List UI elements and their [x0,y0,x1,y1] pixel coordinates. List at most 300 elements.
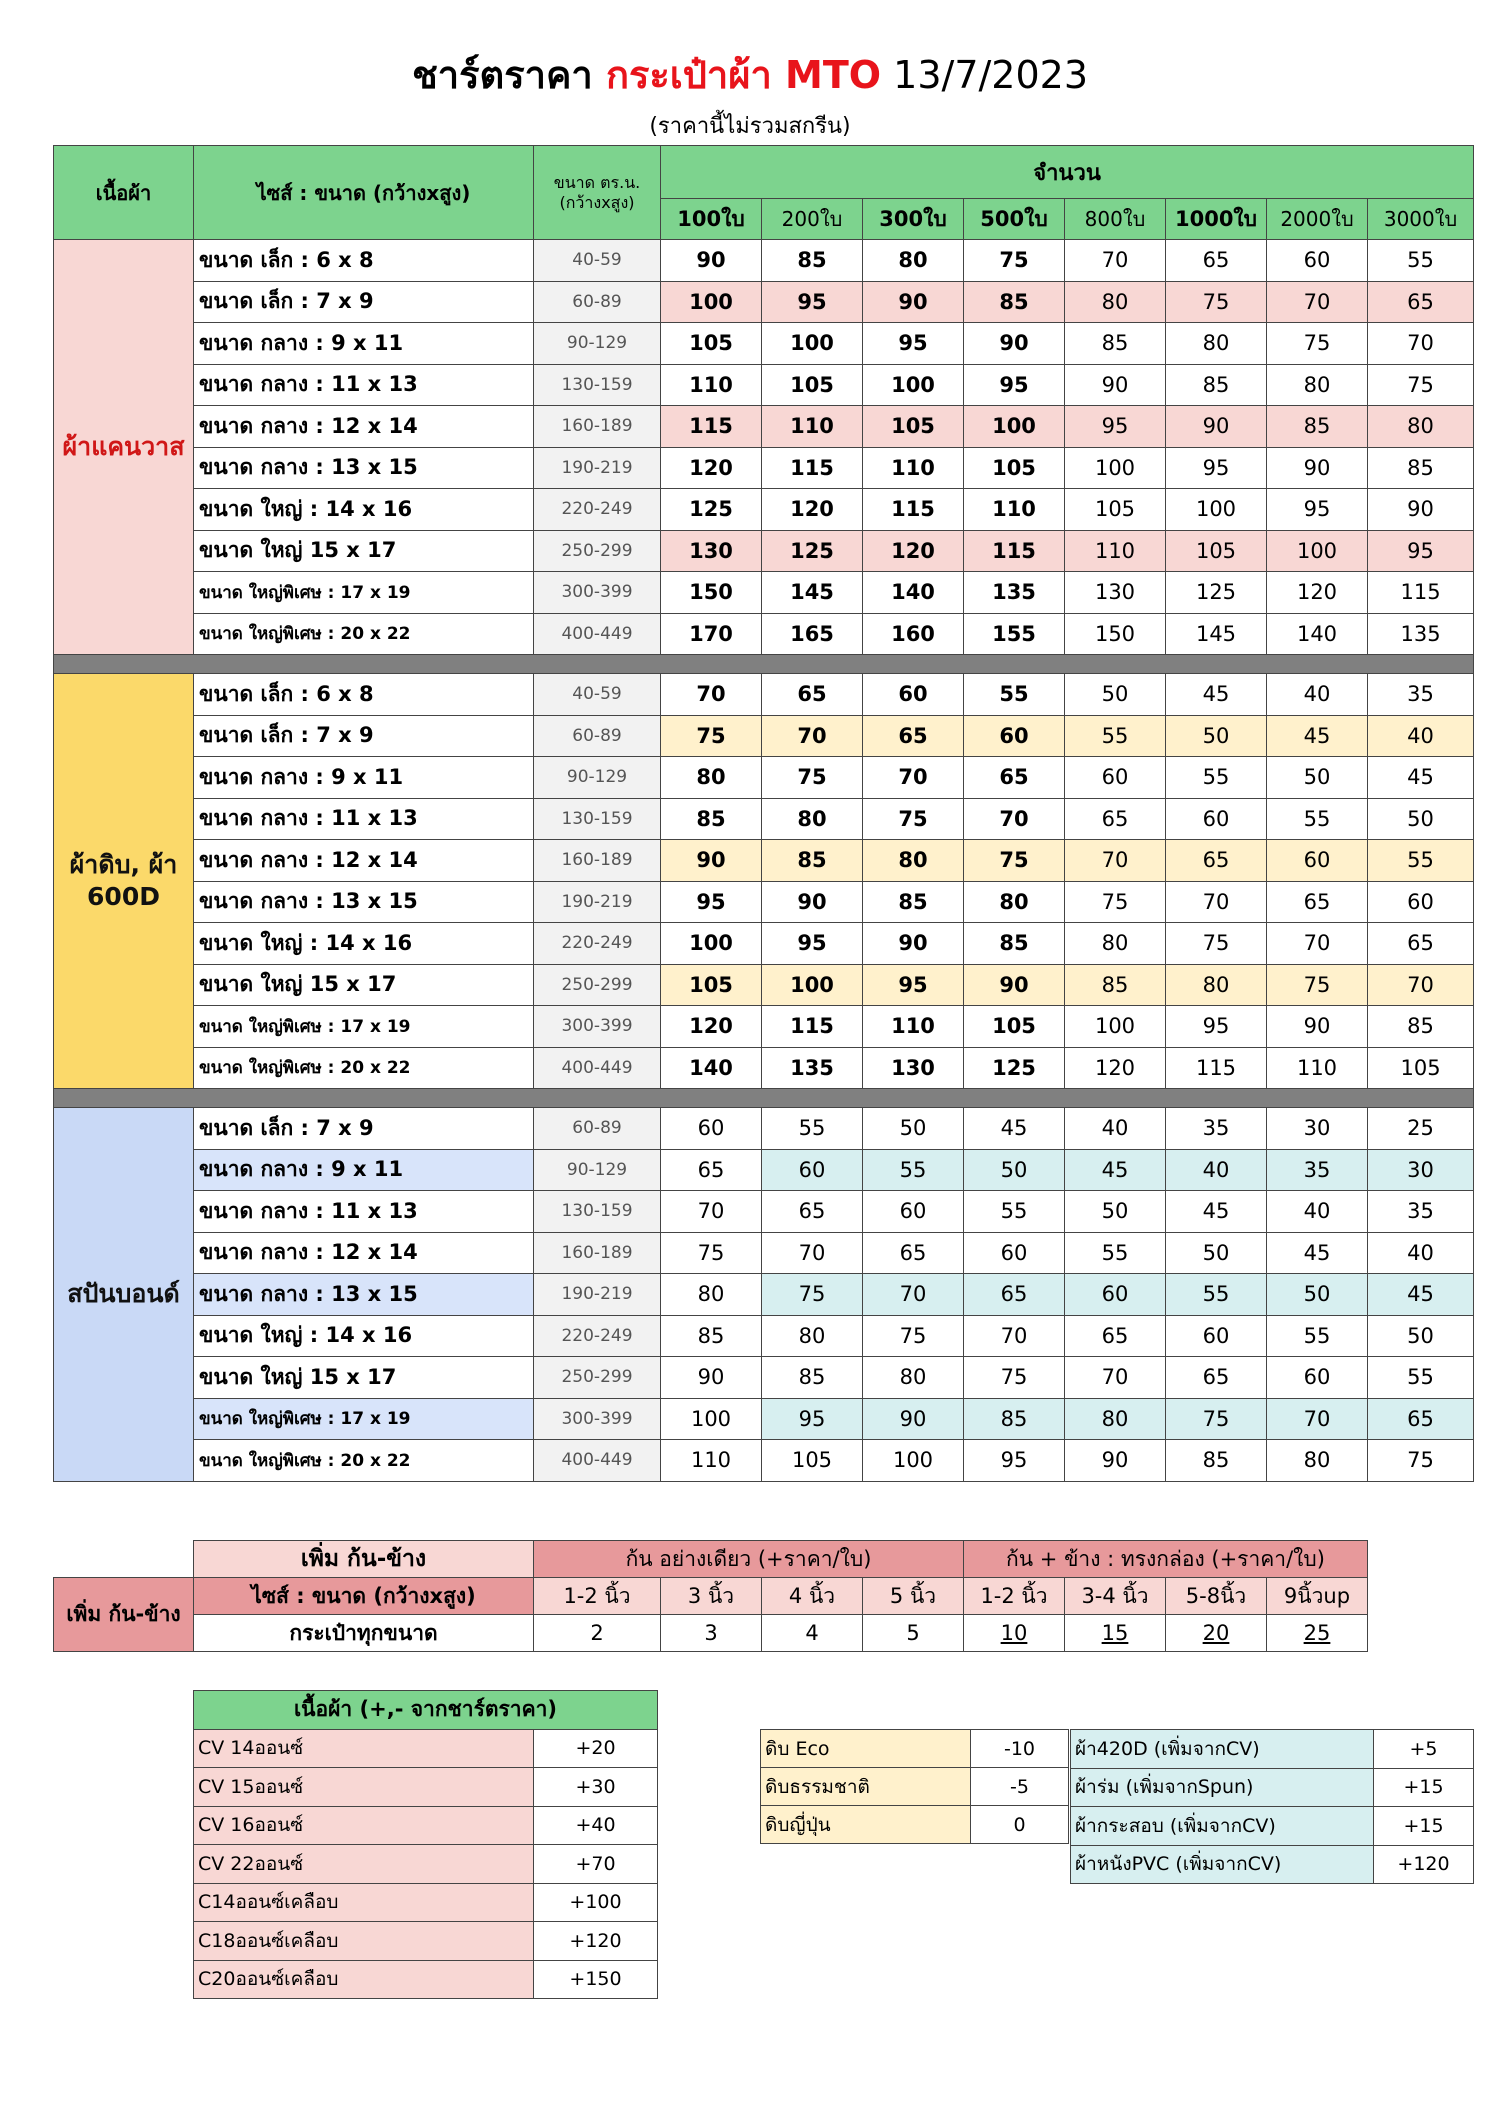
price-cell: 95 [762,1398,863,1440]
adjust-value: +40 [534,1806,658,1845]
price-cell: 90 [964,323,1065,365]
price-cell: 75 [1065,881,1166,923]
area-range: 300-399 [534,1006,661,1048]
price-cell: 55 [1368,240,1474,282]
price-cell: 60 [661,1108,762,1150]
price-cell: 80 [863,240,964,282]
size-label: ขนาด กลาง : 11 x 13 [194,364,534,406]
gusset-table [53,1540,1368,1652]
extra-adjust-row [1071,1730,1474,1769]
adjust-value: +120 [1374,1845,1474,1884]
price-cell: 60 [863,1191,964,1233]
size-label: ขนาด ใหญ่ 15 x 17 [194,1357,534,1399]
price-cell: 50 [1166,715,1267,757]
area-range: 90-129 [534,323,661,365]
adjust-name: CV 15ออนซ์ [194,1768,534,1807]
price-cell: 55 [863,1149,964,1191]
price-cell: 110 [1065,530,1166,572]
price-cell: 70 [964,1315,1065,1357]
price-row [54,323,1474,365]
gusset-col-header: 3-4 นิ้ว [1065,1578,1166,1615]
price-cell: 125 [762,530,863,572]
price-cell: 135 [762,1047,863,1089]
fabric-adjust-row [194,1883,658,1922]
price-row [54,1006,1474,1048]
gusset-value-text: 20 [1202,1621,1230,1645]
price-cell: 135 [1368,613,1474,655]
price-cell: 65 [1166,240,1267,282]
price-cell: 65 [964,757,1065,799]
size-label: ขนาด ใหญ่พิเศษ : 17 x 19 [194,1006,534,1048]
price-cell: 60 [964,715,1065,757]
price-cell: 80 [762,798,863,840]
price-cell: 80 [1065,281,1166,323]
price-row [54,923,1474,965]
size-label: ขนาด เล็ก : 7 x 9 [194,1108,534,1150]
price-cell: 45 [1065,1149,1166,1191]
price-cell: 115 [762,447,863,489]
header-quantity: จำนวน [661,146,1474,199]
adjust-name: ผ้าร่ม (เพิ่มจากSpun) [1071,1768,1374,1807]
price-row [54,881,1474,923]
gusset-col-header: 1-2 นิ้ว [534,1578,661,1615]
price-cell: 90 [1166,406,1267,448]
price-cell: 85 [964,923,1065,965]
price-row [54,1398,1474,1440]
price-cell: 70 [863,757,964,799]
price-cell: 120 [863,530,964,572]
price-cell: 130 [1065,572,1166,614]
gusset-value-text: 10 [1000,1621,1028,1645]
adjust-name: C20ออนซ์เคลือบ [194,1960,534,1999]
price-cell: 105 [661,964,762,1006]
price-cell: 100 [863,364,964,406]
price-cell: 65 [1166,840,1267,882]
price-cell: 105 [1368,1047,1474,1089]
price-cell: 25 [1368,1108,1474,1150]
price-cell: 90 [863,923,964,965]
price-cell: 75 [1368,364,1474,406]
price-cell: 55 [1267,798,1368,840]
price-cell: 85 [762,840,863,882]
price-cell: 115 [1166,1047,1267,1089]
price-cell: 75 [863,1315,964,1357]
fabric-adjust-title: เนื้อผ้า (+,- จากชาร์ตราคา) [194,1691,658,1730]
price-cell: 60 [1065,1274,1166,1316]
adjust-name: CV 16ออนซ์ [194,1806,534,1845]
price-row [54,674,1474,716]
gusset-blank [54,1541,194,1578]
price-cell: 135 [964,572,1065,614]
price-cell: 85 [1065,323,1166,365]
area-range: 190-219 [534,447,661,489]
price-cell: 70 [1065,240,1166,282]
size-label: ขนาด ใหญ่ : 14 x 16 [194,923,534,965]
size-label: ขนาด เล็ก : 7 x 9 [194,715,534,757]
extra-adjust-row [1071,1845,1474,1884]
price-cell: 65 [964,1274,1065,1316]
price-cell: 75 [762,1274,863,1316]
price-cell: 140 [1267,613,1368,655]
price-cell: 120 [661,1006,762,1048]
header-size: ไซส์ : ขนาด (กว้างxสูง) [194,146,534,240]
price-cell: 80 [1368,406,1474,448]
price-cell: 110 [661,364,762,406]
price-cell: 40 [1166,1149,1267,1191]
price-cell: 45 [1166,1191,1267,1233]
price-cell: 80 [1267,1440,1368,1482]
area-range: 160-189 [534,406,661,448]
price-cell: 80 [1065,1398,1166,1440]
area-range: 400-449 [534,1440,661,1482]
price-cell: 130 [661,530,762,572]
price-cell: 70 [1166,881,1267,923]
gusset-col-header: 5 นิ้ว [863,1578,964,1615]
price-cell: 65 [863,715,964,757]
fabric-adjust-row [194,1768,658,1807]
price-cell: 60 [1368,881,1474,923]
price-cell: 70 [661,674,762,716]
price-cell: 45 [1267,715,1368,757]
price-cell: 150 [661,572,762,614]
price-cell: 85 [964,281,1065,323]
header-fabric: เนื้อผ้า [54,146,194,240]
gusset-col-header: 4 นิ้ว [762,1578,863,1615]
price-cell: 145 [1166,613,1267,655]
price-cell: 95 [1267,489,1368,531]
adjust-value: +5 [1374,1730,1474,1769]
area-range: 40-59 [534,240,661,282]
price-cell: 75 [1368,1440,1474,1482]
price-row [54,530,1474,572]
price-cell: 70 [1368,323,1474,365]
area-range: 60-89 [534,1108,661,1150]
page-title [0,44,1500,105]
price-row [54,1274,1474,1316]
price-cell: 95 [1368,530,1474,572]
raw-adjust-row [761,1730,1069,1768]
extra-adjust-row [1071,1768,1474,1807]
price-cell: 115 [863,489,964,531]
title-part1: ชาร์ตราคา [411,53,606,97]
size-label: ขนาด กลาง : 11 x 13 [194,798,534,840]
raw-adjust-table [760,1729,1069,1844]
price-row [54,364,1474,406]
size-label: ขนาด กลาง : 9 x 11 [194,1149,534,1191]
price-row [54,840,1474,882]
price-cell: 115 [964,530,1065,572]
price-cell: 65 [1166,1357,1267,1399]
price-row [54,757,1474,799]
price-cell: 55 [1065,715,1166,757]
price-cell: 65 [661,1149,762,1191]
size-label: ขนาด กลาง : 11 x 13 [194,1191,534,1233]
adjust-value: -10 [971,1730,1069,1768]
area-range: 250-299 [534,964,661,1006]
area-range: 400-449 [534,613,661,655]
price-cell: 70 [964,798,1065,840]
price-cell: 75 [964,240,1065,282]
price-cell: 80 [661,1274,762,1316]
size-label: ขนาด ใหญ่พิเศษ : 20 x 22 [194,1047,534,1089]
area-range: 300-399 [534,572,661,614]
size-label: ขนาด ใหญ่พิเศษ : 17 x 19 [194,572,534,614]
size-label: ขนาด กลาง : 13 x 15 [194,447,534,489]
price-cell: 100 [1065,1006,1166,1048]
price-cell: 55 [762,1108,863,1150]
size-label: ขนาด ใหญ่ : 14 x 16 [194,1315,534,1357]
price-cell: 55 [1368,1357,1474,1399]
gusset-bottom-side-header: ก้น + ข้าง : ทรงกล่อง (+ราคา/ใบ) [964,1541,1368,1578]
area-range: 160-189 [534,1232,661,1274]
price-cell: 85 [661,798,762,840]
size-label: ขนาด กลาง : 12 x 14 [194,406,534,448]
header-qty: 2000ใบ [1267,199,1368,240]
price-cell: 75 [661,1232,762,1274]
area-range: 40-59 [534,674,661,716]
price-cell: 85 [1267,406,1368,448]
adjust-value: +15 [1374,1768,1474,1807]
size-label: ขนาด กลาง : 12 x 14 [194,840,534,882]
gusset-value: 3 [661,1615,762,1652]
header-qty: 200ใบ [762,199,863,240]
header-qty: 500ใบ [964,199,1065,240]
price-cell: 95 [863,323,964,365]
price-cell: 60 [1267,840,1368,882]
price-cell: 110 [964,489,1065,531]
area-range: 160-189 [534,840,661,882]
price-cell: 160 [863,613,964,655]
price-table [53,145,1474,1482]
price-row [54,1108,1474,1150]
adjust-name: ดิบ Eco [761,1730,971,1768]
extra-adjust-row [1071,1807,1474,1846]
price-cell: 65 [863,1232,964,1274]
price-cell: 75 [1166,281,1267,323]
price-cell: 40 [1267,1191,1368,1233]
fabric-adjust-row [194,1960,658,1999]
price-cell: 60 [863,674,964,716]
area-range: 130-159 [534,1191,661,1233]
price-cell: 75 [964,1357,1065,1399]
price-cell: 50 [1065,674,1166,716]
price-cell: 55 [1065,1232,1166,1274]
price-cell: 75 [1166,923,1267,965]
price-cell: 60 [1267,240,1368,282]
price-cell: 75 [762,757,863,799]
adjust-name: C18ออนซ์เคลือบ [194,1922,534,1961]
price-cell: 115 [661,406,762,448]
price-cell: 65 [1368,923,1474,965]
price-cell: 105 [863,406,964,448]
price-cell: 105 [762,1440,863,1482]
price-cell: 85 [762,240,863,282]
price-cell: 65 [762,674,863,716]
section-separator [54,1089,1474,1108]
gusset-size-label: ไซส์ : ขนาด (กว้างxสูง) [194,1578,534,1615]
price-cell: 95 [964,364,1065,406]
gusset-col-header: 3 นิ้ว [661,1578,762,1615]
price-cell: 60 [1267,1357,1368,1399]
price-cell: 50 [964,1149,1065,1191]
price-cell: 90 [661,240,762,282]
price-cell: 55 [1368,840,1474,882]
adjust-value: +20 [534,1729,658,1768]
category-label: ผ้าแคนวาส [54,240,194,655]
price-cell: 70 [1065,1357,1166,1399]
price-cell: 40 [1065,1108,1166,1150]
price-cell: 100 [964,406,1065,448]
adjust-value: +120 [534,1922,658,1961]
price-cell: 95 [964,1440,1065,1482]
area-range: 190-219 [534,1274,661,1316]
fabric-adjust-row [194,1922,658,1961]
price-cell: 80 [1166,323,1267,365]
price-cell: 95 [762,281,863,323]
price-cell: 100 [1267,530,1368,572]
price-cell: 100 [1065,447,1166,489]
price-cell: 70 [762,1232,863,1274]
price-row [54,1357,1474,1399]
price-cell: 35 [1166,1108,1267,1150]
price-cell: 100 [661,1398,762,1440]
fabric-adjust-row [194,1806,658,1845]
header-area-text: ขนาด ตร.น. (กว้างxสูง) [553,172,641,212]
area-range: 90-129 [534,757,661,799]
price-cell: 100 [762,323,863,365]
title-part2: กระเป๋าผ้า MTO [605,53,882,97]
header-qty: 800ใบ [1065,199,1166,240]
adjust-value: +100 [534,1883,658,1922]
area-range: 250-299 [534,530,661,572]
price-cell: 130 [863,1047,964,1089]
price-cell: 90 [1267,447,1368,489]
price-cell: 60 [964,1232,1065,1274]
price-cell: 65 [1065,1315,1166,1357]
price-row [54,1191,1474,1233]
price-cell: 120 [661,447,762,489]
price-row [54,798,1474,840]
price-cell: 90 [964,964,1065,1006]
price-row [54,1047,1474,1089]
price-cell: 105 [1166,530,1267,572]
price-cell: 30 [1368,1149,1474,1191]
gusset-col-header: 9นิ้วup [1267,1578,1368,1615]
price-cell: 95 [762,923,863,965]
price-cell: 90 [762,881,863,923]
fabric-adjust-table [193,1690,658,1999]
price-cell: 85 [1166,364,1267,406]
adjust-name: ดิบธรรมชาติ [761,1768,971,1806]
size-label: ขนาด ใหญ่พิเศษ : 20 x 22 [194,1440,534,1482]
price-cell: 75 [1267,964,1368,1006]
price-cell: 145 [762,572,863,614]
price-cell: 50 [1368,798,1474,840]
price-cell: 165 [762,613,863,655]
header-qty: 1000ใบ [1166,199,1267,240]
area-range: 130-159 [534,798,661,840]
price-cell: 65 [1267,881,1368,923]
price-cell: 170 [661,613,762,655]
price-cell: 70 [863,1274,964,1316]
price-cell: 50 [1267,1274,1368,1316]
price-cell: 45 [1368,757,1474,799]
price-cell: 80 [964,881,1065,923]
price-cell: 100 [762,964,863,1006]
price-cell: 90 [1267,1006,1368,1048]
price-cell: 120 [1065,1047,1166,1089]
area-range: 60-89 [534,281,661,323]
size-label: ขนาด กลาง : 12 x 14 [194,1232,534,1274]
raw-adjust-row [761,1806,1069,1844]
price-cell: 65 [1368,1398,1474,1440]
price-cell: 65 [1368,281,1474,323]
price-row [54,1315,1474,1357]
price-cell: 105 [964,447,1065,489]
adjust-name: ผ้า420D (เพิ่มจากCV) [1071,1730,1374,1769]
header-area [534,146,661,240]
header-qty: 100ใบ [661,199,762,240]
price-cell: 50 [1166,1232,1267,1274]
price-cell: 105 [964,1006,1065,1048]
gusset-value: 2 [534,1615,661,1652]
price-cell: 70 [661,1191,762,1233]
price-cell: 75 [661,715,762,757]
price-cell: 110 [661,1440,762,1482]
area-range: 300-399 [534,1398,661,1440]
price-cell: 100 [863,1440,964,1482]
area-range: 400-449 [534,1047,661,1089]
price-cell: 100 [661,923,762,965]
price-cell: 140 [661,1047,762,1089]
price-cell: 50 [1065,1191,1166,1233]
adjust-name: ผ้าหนังPVC (เพิ่มจากCV) [1071,1845,1374,1884]
price-cell: 65 [762,1191,863,1233]
gusset-all-sizes: กระเป๋าทุกขนาด [194,1615,534,1652]
size-label: ขนาด เล็ก : 6 x 8 [194,240,534,282]
adjust-value: +150 [534,1960,658,1999]
size-label: ขนาด ใหญ่ 15 x 17 [194,964,534,1006]
price-row [54,613,1474,655]
gusset-row-label: เพิ่ม ก้น-ข้าง [54,1578,194,1652]
price-cell: 110 [863,447,964,489]
price-cell: 45 [964,1108,1065,1150]
size-label: ขนาด เล็ก : 7 x 9 [194,281,534,323]
price-cell: 85 [1368,1006,1474,1048]
adjust-value: +30 [534,1768,658,1807]
price-cell: 60 [1166,1315,1267,1357]
price-cell: 50 [1267,757,1368,799]
price-cell: 40 [1368,1232,1474,1274]
gusset-value [964,1615,1065,1652]
gusset-col-header: 1-2 นิ้ว [964,1578,1065,1615]
price-cell: 85 [1166,1440,1267,1482]
price-cell: 70 [1065,840,1166,882]
price-cell: 55 [964,674,1065,716]
price-cell: 90 [1368,489,1474,531]
price-cell: 80 [762,1315,863,1357]
price-cell: 85 [1368,447,1474,489]
price-cell: 50 [863,1108,964,1150]
price-cell: 70 [1267,923,1368,965]
price-cell: 125 [964,1047,1065,1089]
extra-adjust-table [1070,1729,1474,1884]
price-cell: 95 [661,881,762,923]
price-cell: 95 [863,964,964,1006]
price-row [54,715,1474,757]
price-cell: 90 [863,1398,964,1440]
gusset-title: เพิ่ม ก้น-ข้าง [194,1541,534,1578]
